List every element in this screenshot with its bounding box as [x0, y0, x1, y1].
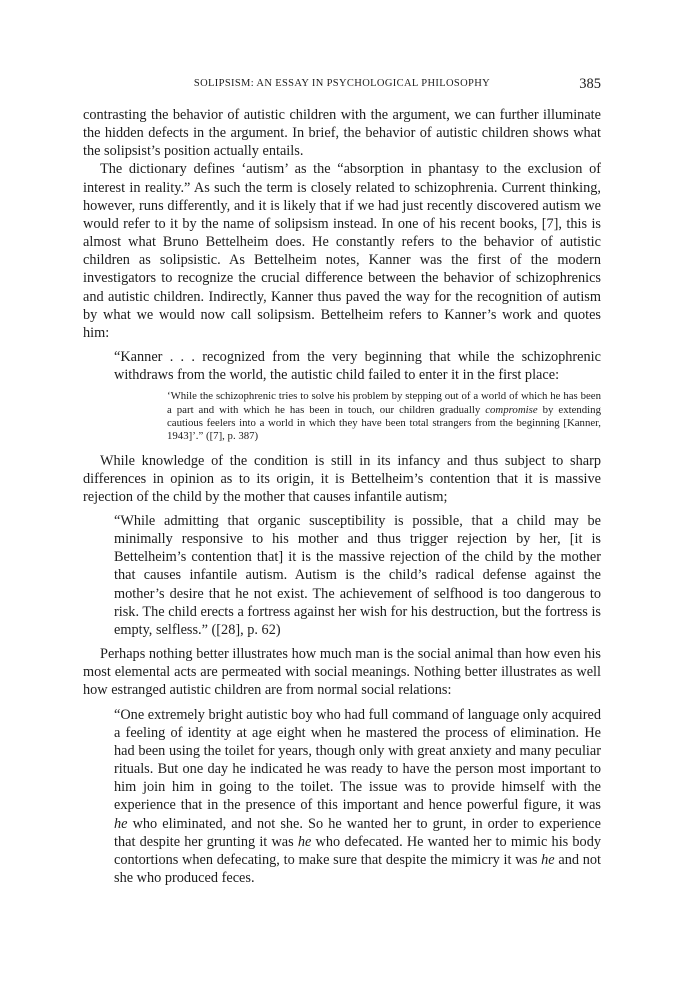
- paragraph-social-animal: Perhaps nothing better illustrates how much man is the social animal than how even his most elemental acts are permeated with social meanings. Nothing better illustrates as well how estranged autistic children are from normal social relations:: [83, 646, 601, 699]
- emphasis-compromise: compromise: [485, 403, 538, 416]
- block-quote-kanner: [114, 348, 601, 444]
- quote-segment-2: who eliminated, and not she. So he wanted her to grunt, in order to experience that despite her grunting it was: [114, 815, 601, 850]
- inner-quote-kanner-1943: [167, 390, 601, 443]
- inner-quote-text-start: ‘While the schizophrenic tries to solve his problem by stepping out of a world of which he has been a part and with which he has been in touch, our children gradually: [167, 390, 601, 416]
- page-header: [83, 76, 601, 96]
- paragraph-continuation: contrasting the behavior of autistic children with the argument, we can further illuminate the hidden defects in the argument. In brief, the behavior of autistic children shows what the solipsist’s position actually entails.: [83, 107, 601, 160]
- running-title: SOLIPSISM: AN ESSAY IN PSYCHOLOGICAL PHILOSOPHY: [193, 78, 491, 89]
- quote-segment-1: “One extremely bright autistic boy who had full command of language only acquired a feeling of identity at age eight when he mastered the process of elimination. He had been using the toilet for years, though only with great anxiety and many peculiar rituals. But one day he indicated he was ready to have the person most important to him join him in going to the toilet. The issue was to provide himself with the experience that in the presence of this important and hence powerful figure, it was: [114, 706, 601, 814]
- quote-segment-4: and not she who produced feces.: [114, 851, 602, 886]
- paragraph-bettelheim-contention: While knowledge of the condition is still in its infancy and thus subject to sharp differences in opinion as to its origin, it is Bettelheim’s contention that it is massive rejection of the child by the mother that causes infantile autism;: [83, 452, 601, 505]
- block-quote-organic-susceptibility: [114, 512, 601, 639]
- block-quote-autistic-boy: [114, 706, 601, 888]
- inner-quote-text-end: by extending cautious feelers into a world in which they have been total strangers from the beginning [Kanner, 1943]’.” ([7], p. 387): [167, 403, 601, 443]
- quote-autistic-boy-text: [114, 706, 601, 888]
- page-number: 385: [579, 76, 601, 92]
- body-text: [83, 106, 601, 887]
- emphasis-he-3: he: [541, 851, 555, 868]
- quote-organic-susceptibility-text: “While admitting that organic susceptibility is possible, that a child may be minimally responsive to his mother and thus trigger rejection by her, [it is Bettelheim’s contention that] it is the massive rejection of the child by the mother that causes infantile autism. Autism is the child’s radical defense against the mother’s desire that he not exist. The achievement of selfhood is too dangerous to risk. The child erects a fortress against her wish for his destruction, but the fortress is empty, selfless.” ([28], p. 62): [114, 513, 601, 638]
- emphasis-he-2: he: [297, 833, 312, 850]
- emphasis-he-1: he: [114, 815, 128, 832]
- quote-kanner-text: “Kanner . . . recognized from the very beginning that while the schizophrenic withdraws from the world, the autistic child failed to enter it in the first place:: [114, 349, 601, 384]
- paragraph-dictionary-definition: The dictionary defines ‘autism’ as the “absorption in phantasy to the exclusion of interest in reality.” As such the term is closely related to schizophrenia. Current thinking, however, runs differently, and it is likely that if we had just recently discovered autism we would refer to it by the name of solipsism instead. In one of his recent books, [7], this is almost what Bruno Bettelheim does. He constantly refers to the behavior of autistic children as solipsistic. As Bettelheim notes, Kanner was the first of the modern investigators to recognize the crucial difference between the behavior of schizophrenics and autistic children. Indirectly, Kanner thus paved the way for the recognition of autism by what we would now call solipsism. Bettelheim refers to Kanner’s work and quotes him:: [83, 161, 601, 341]
- quote-segment-3: who defecated. He wanted her to mimic his body contortions when defecating, to make sure that despite the mimicry it was: [114, 833, 602, 868]
